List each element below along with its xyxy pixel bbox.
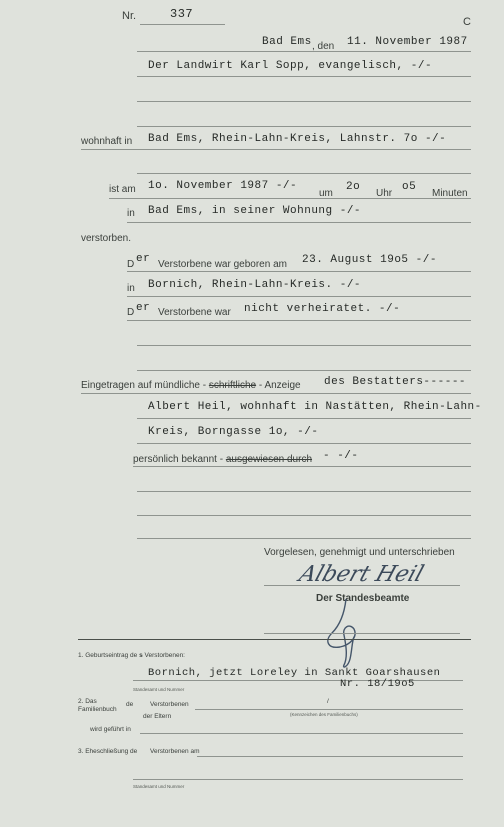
um-label: um <box>319 188 333 199</box>
residence-value: Bad Ems, Rhein-Lahn-Kreis, Lahnstr. 7o -/- <box>148 133 447 145</box>
registration-value-line3: Kreis, Borngasse 1o, -/- <box>148 426 319 438</box>
footer-birth-register-line2: Nr. 18/19o5 <box>340 678 415 690</box>
known-label-a: persönlich bekannt - <box>133 454 224 465</box>
footer-item2-num: 2. Das <box>78 698 97 705</box>
registration-date: 11. November 1987 <box>347 36 468 48</box>
footer-item2-wird: wird geführt in <box>90 726 131 733</box>
marital-value: nicht verheiratet. -/- <box>244 303 401 315</box>
footer-item3-label: 3. Eheschließung de <box>78 748 138 755</box>
birth-in-label: in <box>127 283 135 294</box>
registration-label <box>81 380 301 391</box>
verstorben-label: verstorben. <box>81 233 132 244</box>
footer-item2-slash: / <box>327 698 329 705</box>
footer-item2-de: de <box>126 701 134 708</box>
footer-item1-suffix: Verstorbenen: <box>144 652 185 659</box>
footer-item2-fam: Familienbuch <box>78 706 117 713</box>
corner-mark: C <box>463 16 471 28</box>
marital-label: Verstorbene war <box>158 307 231 318</box>
read-approved-text: Vorgelesen, genehmigt und unterschrieben <box>264 547 455 558</box>
registration-value-line2: Albert Heil, wohnhaft in Nastätten, Rhein-Lahn- <box>148 401 482 413</box>
birth-place: Bornich, Rhein-Lahn-Kreis. -/- <box>148 279 362 291</box>
nr-label: Nr. <box>122 10 137 22</box>
death-minutes: o5 <box>402 181 417 193</box>
footer-standesamt-label-1: Standesamt und Nummer <box>133 687 185 692</box>
marital-prefix-d: D <box>127 307 135 318</box>
known-value: - -/- <box>323 450 359 462</box>
footer-kennzeichen-label: (Kennzeichen des Familienbuchs) <box>290 712 358 717</box>
footer-item1-prefix: 1. Geburtseintrag de <box>78 652 138 659</box>
residence-label: wohnhaft in <box>81 136 133 147</box>
death-date: 1o. November 1987 -/- <box>148 180 298 192</box>
uhr-label: Uhr <box>376 188 393 199</box>
den-label: , den <box>312 41 335 52</box>
place-of-registration: Bad Ems <box>262 36 312 48</box>
footer-item2-eltern: der Eltern <box>143 713 172 720</box>
declarant-text: Der Landwirt Karl Sopp, evangelisch, -/- <box>148 60 433 72</box>
registrar-title: Der Standesbeamte <box>316 593 410 604</box>
marital-prefix-er: er <box>136 302 151 314</box>
footer-item2-verstorbenen: Verstorbenen <box>150 701 189 708</box>
death-in-label: in <box>127 208 135 219</box>
minuten-label: Minuten <box>432 188 468 199</box>
footer-item1-s: s <box>139 652 143 659</box>
footer-item3-suffix: Verstorbenen am <box>150 748 200 755</box>
footer-item1-label <box>78 652 185 659</box>
declarant-signature: Albert Heil <box>295 562 427 587</box>
death-hour: 2o <box>346 181 361 193</box>
registration-label-a: Eingetragen auf mündliche - <box>81 380 207 391</box>
nr-value: 337 <box>170 7 194 21</box>
registration-value-line1: des Bestatters------ <box>324 376 467 388</box>
death-place: Bad Ems, in seiner Wohnung -/- <box>148 205 362 217</box>
footer-birth-register-line1: Bornich, jetzt Loreley in Sankt Goarshausen <box>148 667 441 679</box>
known-label <box>133 454 312 465</box>
ist-am-label: ist am <box>109 184 136 195</box>
birth-label: Verstorbene war geboren am <box>158 259 287 270</box>
birth-prefix-er: er <box>136 253 151 265</box>
footer-standesamt-label-3: Standesamt und Nummer <box>133 784 185 789</box>
registration-label-struck: schriftliche <box>208 380 257 391</box>
known-label-struck: ausgewiesen durch <box>225 454 313 465</box>
birth-prefix-d: D <box>127 259 135 270</box>
birth-date: 23. August 19o5 -/- <box>302 254 437 266</box>
registration-label-b: - Anzeige <box>258 380 301 391</box>
